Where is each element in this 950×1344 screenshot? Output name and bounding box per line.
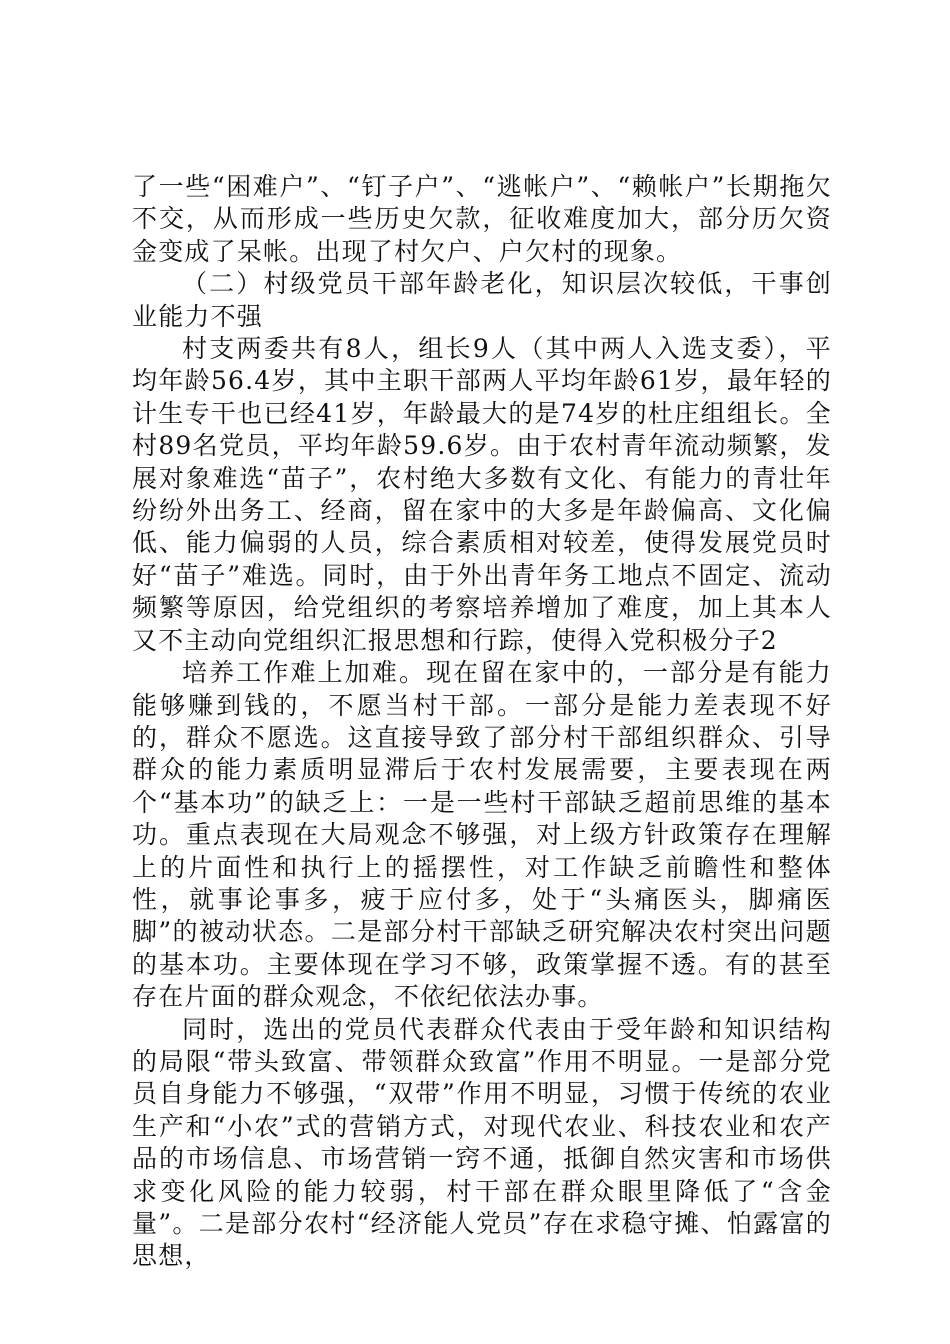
- document-body: [132, 171, 832, 1273]
- paragraph-1: 了一些“困难户”、“钉子户”、“逃帐户”、“赖帐户”长期拖欠不交，从而形成一些历史欠款，征收难度加大，部分历欠资金变成了呆帐。出现了村欠户、户欠村的现象。: [132, 172, 832, 266]
- section-heading-2: （二）村级党员干部年龄老化，知识层次较低，干事创业能力不强: [132, 269, 832, 331]
- paragraph-4: 培养工作难上加难。现在留在家中的，一部分是有能力能够赚到钱的，不愿当村干部。一部分是能力差表现不好的，群众不愿选。这直接导致了部分村干部组织群众、引导群众的能力素质明显滞后于农村发展需要，主要表现在两个“基本功”的缺乏上：一是一些村干部缺乏超前思维的基本功。重点表现在大局观念不够强，对上级方针政策存在理解上的片面性和执行上的摇摆性，对工作缺乏前瞻性和整体性，就事论事多，疲于应付多，处于“头痛医头，脚痛医脚”的被动状态。二是部分村干部缺乏研究解决农村突出问题的基本功。主要体现在学习不够，政策掌握不透。有的甚至存在片面的群众观念，不依纪依法办事。: [132, 658, 832, 1012]
- paragraph-3: 村支两委共有8人，组长9人（其中两人入选支委），平均年龄56.4岁，其中主职干部两人平均年龄61岁，最年轻的计生专干也已经41岁，年龄最大的是74岁的杜庄组组长。全村89名党员，平均年龄59.6岁。由于农村青年流动频繁，发展对象难选“苗子”，农村绝大多数有文化、有能力的青壮年纷纷外出务工、经商，留在家中的大多是年龄偏高、文化偏低、能力偏弱的人员，综合素质相对较差，使得发展党员时好“苗子”难选。同时，由于外出青年务工地点不固定、流动频繁等原因，给党组织的考察培养增加了难度，加上其本人又不主动向党组织汇报思想和行踪，使得入党积极分子2: [132, 334, 832, 655]
- paragraph-5: 同时，选出的党员代表群众代表由于受年龄和知识结构的局限“带头致富、带领群众致富”作用不明显。一是部分党员自身能力不够强，“双带”作用不明显，习惯于传统的农业生产和“小农”式的营销方式，对现代农业、科技农业和农产品的市场信息、市场营销一窍不通，抵御自然灾害和市场供求变化风险的能力较弱，村干部在群众眼里降低了“含金量”。二是部分农村“经济能人党员”存在求稳守摊、怕露富的思想，: [132, 1014, 832, 1271]
